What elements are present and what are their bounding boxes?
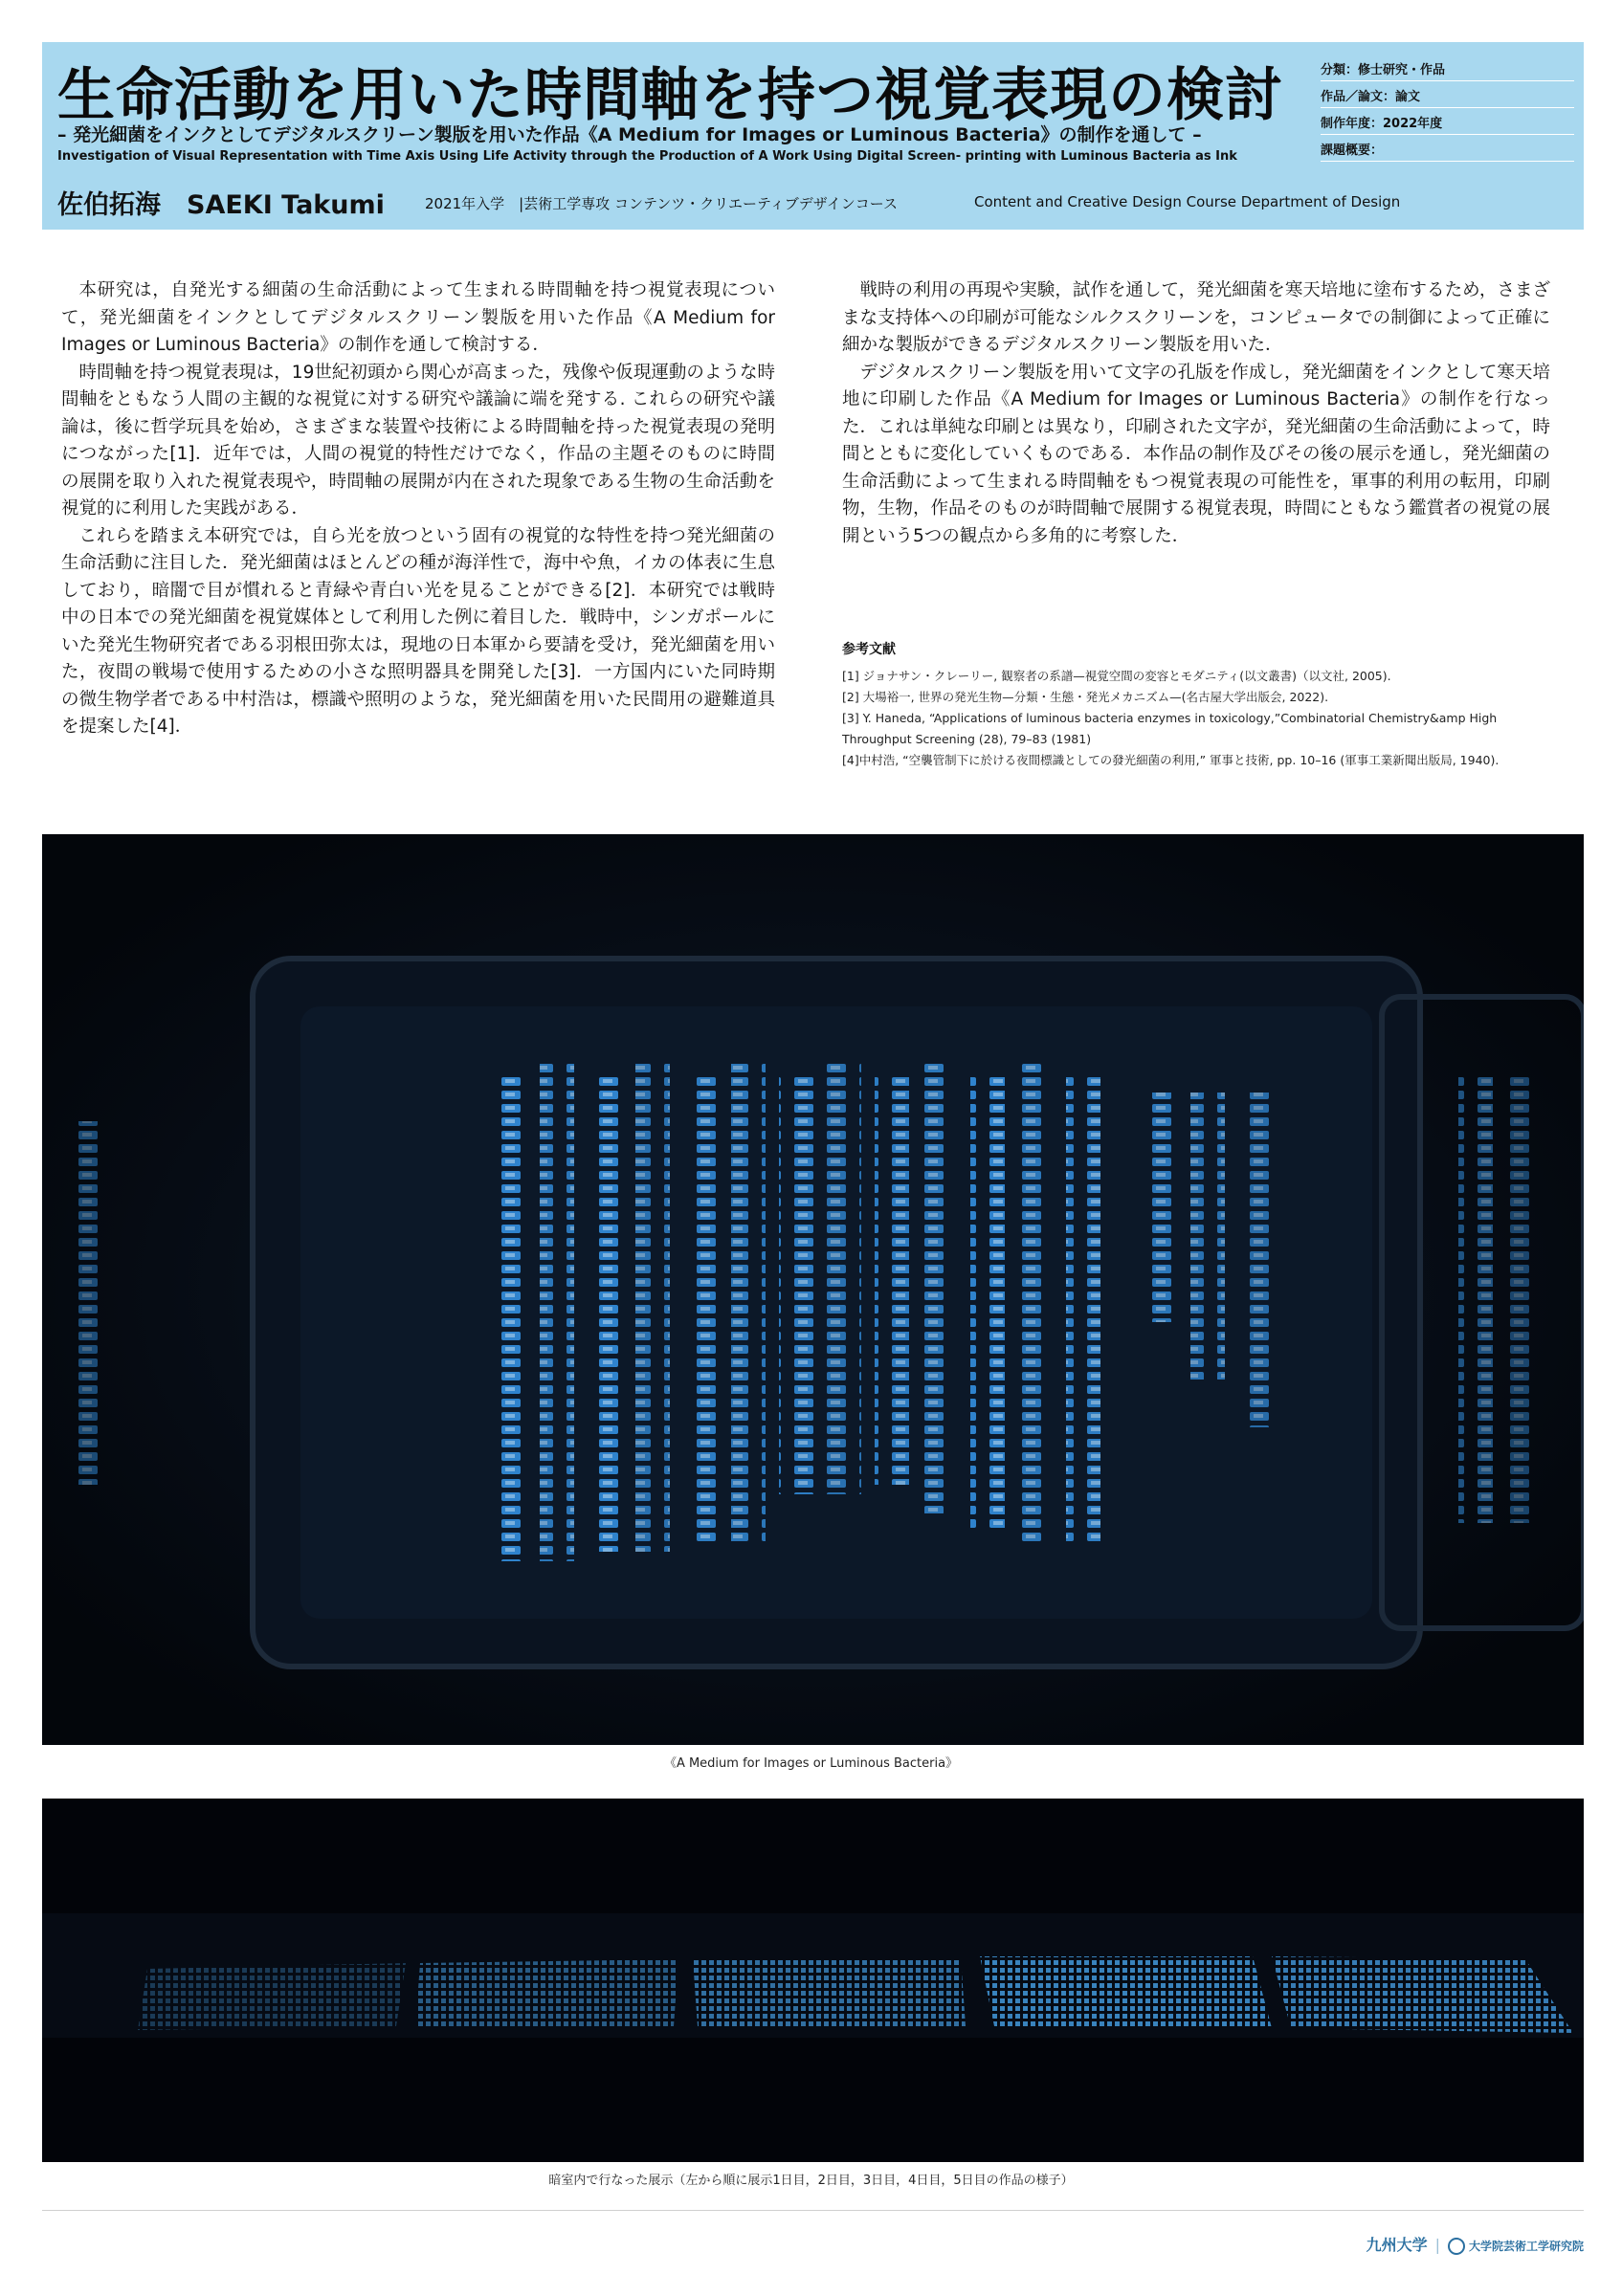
meta-category: 分類：修士研究・作品 — [1321, 57, 1574, 81]
references-title: 参考文献 — [842, 642, 896, 657]
body-paragraph: 本研究は，自発光する細菌の生命活動によって生まれる時間軸を持つ視覚表現について，発光細菌をインクとしてデジタルスクリーン製版を用いた作品《A Medium for Images or Luminous Bacteria》の制作を通して検討する． — [61, 280, 775, 355]
course-english: Content and Creative Design Course Department of Design — [974, 193, 1401, 210]
figure-caption-main: 《A Medium for Images or Luminous Bacteria》 — [663, 1756, 959, 1771]
exhibition-photo — [42, 1799, 1584, 2162]
references — [842, 639, 1550, 771]
figure-caption-exhibition: 暗室内で行なった展示（左から順に展示1日目，2日目，3日目，4日目，5日目の作品の様子） — [548, 2174, 1074, 2188]
page-title: 生命活動を用いた時間軸を持つ視覚表現の検討 — [57, 62, 1283, 129]
body-paragraph: 戦時の利用の再現や実験，試作を通して，発光細菌を寒天培地に塗布するため，さまざまな支持体への印刷が可能なシルクスクリーンを，コンピュータでの制御によって正確に細かな製版ができるデジタルスクリーン製版を用いた． — [842, 280, 1550, 355]
meta-year: 制作年度：2022年度 — [1321, 111, 1574, 135]
reference-item: [2] 大場裕一, 世界の発光生物—分類・生態・発光メカニズム—(名古屋大学出版会, 2022). — [842, 690, 1329, 704]
body-column-right — [842, 277, 1550, 550]
footer-divider — [42, 2210, 1584, 2211]
meta-overview: 課題概要： — [1321, 138, 1574, 162]
glowing-text-tray-image — [42, 834, 1584, 1745]
page-subtitle: – 発光細菌をインクとしてデジタルスクリーン製版を用いた作品《A Medium for Images or Luminous Bacteria》の制作を通して – — [57, 124, 1202, 145]
body-paragraph: これらを踏まえ本研究では，自ら光を放つという固有の視覚的な特性を持つ発光細菌の生命活動に注目した．発光細菌はほとんどの種が海洋性で，海中や魚，イカの体表に生息しており，暗闇で目が慣れると青緑や青白い光を見ることができる[2]．本研究では戦時中の日本での発光細菌を視覚媒体として利用した例に着目した．戦時中，シンガポールにいた発光生物研究者である羽根田弥太は，現地の日本軍から要請を受け，発光細菌を用いた，夜間の戦場で使用するための小さな照明器具を開発した[3]．一方国内にいた同時期の微生物学者である中村浩は，標識や照明のような，発光細菌を用いた民間用の避難道具を提案した[4]． — [61, 525, 775, 737]
artwork-photo-main — [42, 834, 1584, 1745]
body-column-left — [61, 277, 775, 741]
reference-item: [4]中村浩, “空襲管制下に於ける夜間標識としての發光細菌の利用,” 軍事と技術, pp. 10–16 (軍事工業新聞出版局, 1940). — [842, 753, 1500, 767]
institute-logo-icon — [1448, 2238, 1465, 2255]
exhibition-trays-image — [42, 1799, 1584, 2162]
footer-logo — [1366, 2233, 1584, 2255]
footer-separator: | — [1434, 2236, 1440, 2254]
header-banner — [42, 42, 1584, 230]
meta-info — [1321, 57, 1574, 165]
institute-name: 大学院芸術工学研究院 — [1468, 2240, 1584, 2253]
body-paragraph: デジタルスクリーン製版を用いて文字の孔版を作成し，発光細菌をインクとして寒天培地に印刷した作品《A Medium for Images or Luminous Bacteria》の制作を行なった．これは単純な印刷とは異なり，印刷された文字が，発光細菌の生命活動によって，時間とともに変化していくものである．本作品の制作及びその後の展示を通し，発光細菌の生命活動によって生まれる時間軸をもつ視覚表現の可能性を，軍事的利用の転用，印刷物，生物，作品そのものが時間軸で展開する視覚表現，時間にともなう鑑賞者の視覚の展開という5つの観点から多角的に考察した． — [842, 362, 1551, 546]
meta-type: 作品／論文：論文 — [1321, 84, 1574, 108]
author-name: 佐伯拓海 SAEKI Takumi — [57, 190, 385, 220]
enrollment-info: 2021年入学 |芸術工学専攻 コンテンツ・クリエーティブデザインコース — [425, 195, 898, 212]
reference-item: [3] Y. Haneda, “Applications of luminous bacteria enzymes in toxicology,”Combinatorial Chemistry&amp High Throughput Screening (28), 79–83 (1981) — [842, 711, 1498, 746]
reference-item: [1] ジョナサン・クレーリー, 観察者の系譜—視覚空間の変容とモダニティ(以文叢書)（以文社, 2005). — [842, 669, 1391, 683]
page-subtitle-english: Investigation of Visual Representation with Time Axis Using Life Activity through the Production of A Work Using Digital Screen- printing with Luminous Bacteria as Ink — [57, 149, 1237, 164]
university-name: 九州大学 — [1366, 2236, 1428, 2254]
body-paragraph: 時間軸を持つ視覚表現は，19世紀初頭から関心が高まった，残像や仮現運動のような時間軸をともなう人間の主観的な視覚に対する研究や議論に端を発する. これらの研究や議論は，後に哲学玩具を始め，さまざまな装置や技術による時間軸を持った視覚表現の発明につながった[1]．近年では，人間の視覚的特性だけでなく，作品の主題そのものに時間の展開を取り入れた視覚表現や，時間軸の展開が内在された現象である生物の生命活動を視覚的に利用した実践がある． — [61, 362, 775, 519]
